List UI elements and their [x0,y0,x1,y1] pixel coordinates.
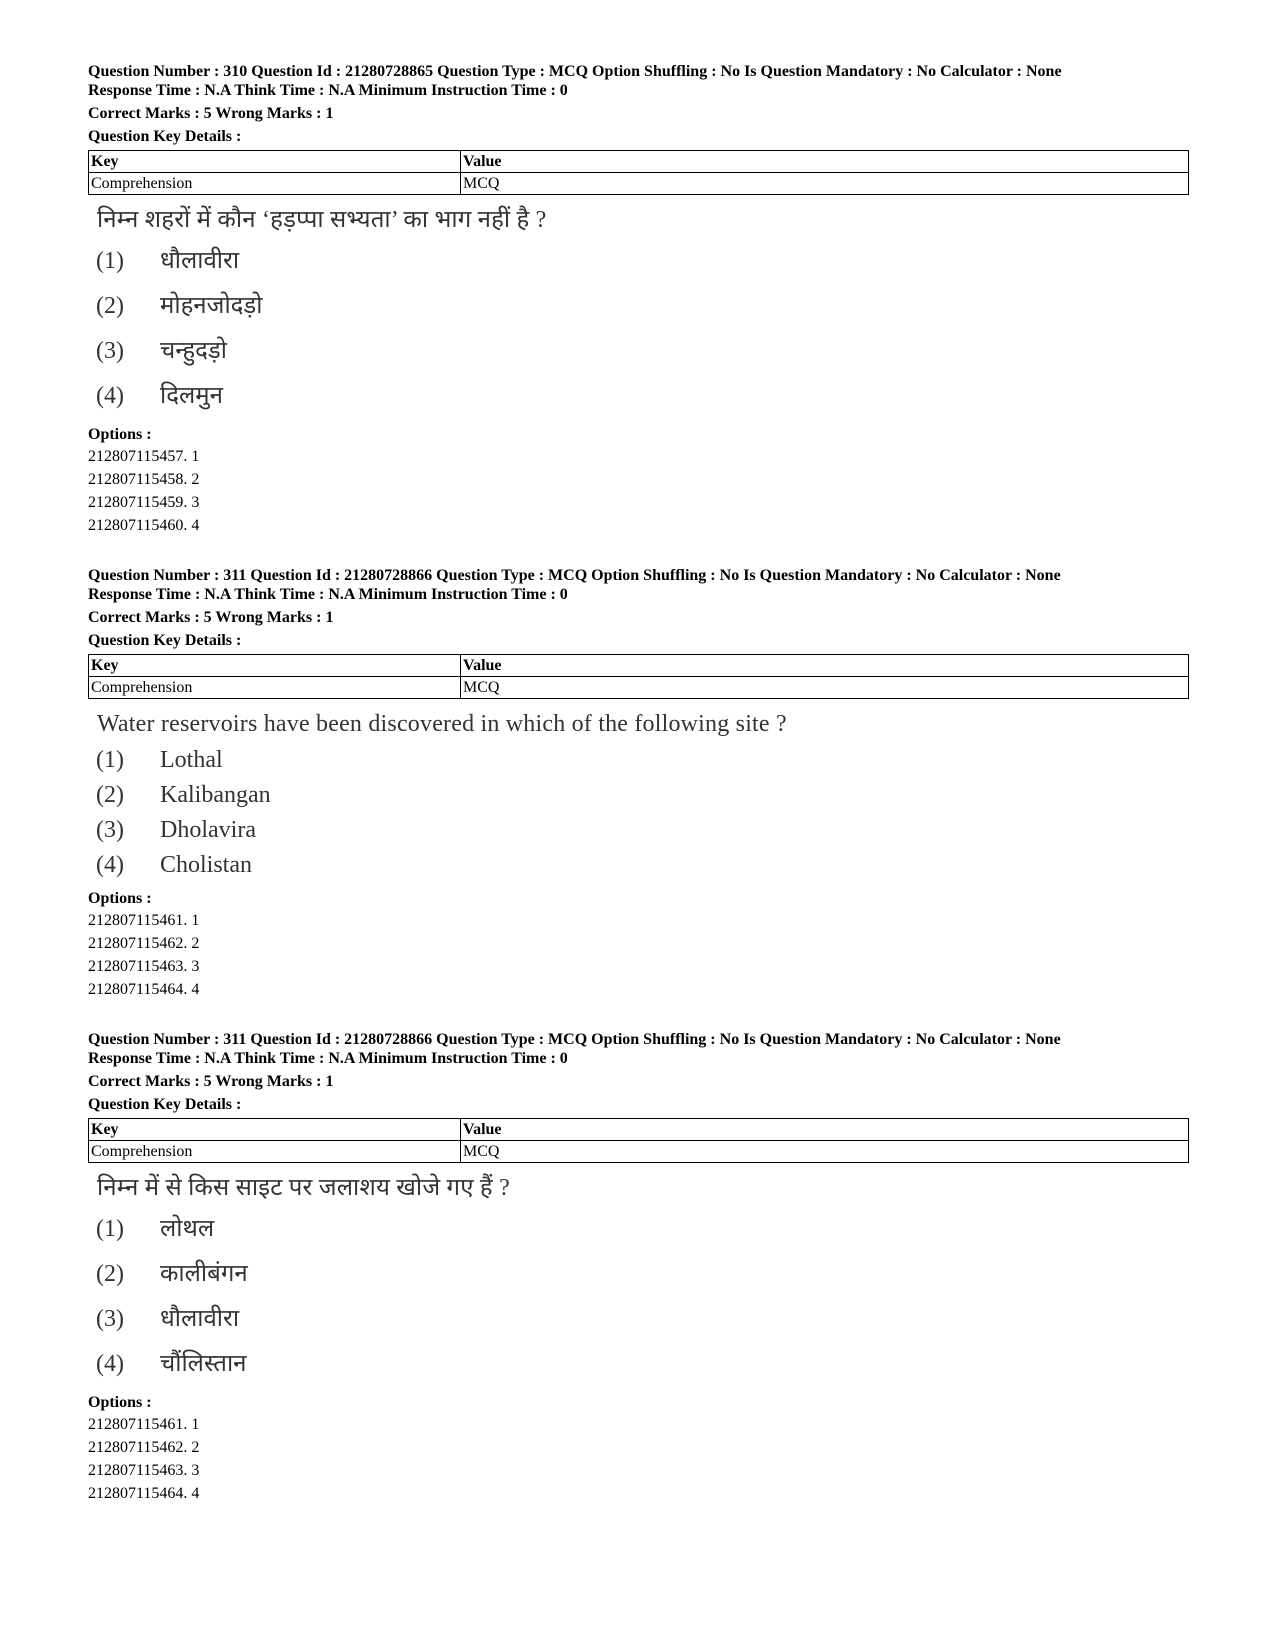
table-row [89,677,1189,699]
options-label: Options : [88,426,152,443]
option-id-row: 212807115463. 3 [88,1462,200,1479]
choice-item [88,1207,1188,1252]
key-value-table [88,654,1189,699]
option-id-row: 212807115464. 4 [88,981,200,998]
choice-item [88,1252,1188,1297]
choice-number: (3) [96,1306,124,1332]
choice-label: Kalibangan [160,782,271,808]
choice-number: (1) [96,248,124,274]
table-cell-value: MCQ [461,173,1189,195]
table-header-value: Value [461,151,1189,173]
key-value-table [88,150,1189,195]
table-header-value: Value [461,655,1189,677]
table-cell-key: Comprehension [89,1141,461,1163]
choice-item [88,743,1188,778]
choice-label: लोथल [160,1216,215,1242]
choice-item [88,813,1188,848]
choice-label: धौलावीरा [160,248,240,274]
choice-number: (2) [96,293,124,319]
option-id-row: 212807115461. 1 [88,912,200,929]
choice-label: दिलमुन [160,383,223,409]
key-details-label: Question Key Details : [88,1096,242,1113]
option-id-row: 212807115463. 3 [88,958,200,975]
question-header-line1: Question Number : 311 Question Id : 21280728866 Question Type : MCQ Option Shuffling : No Is Question Mandatory : No Calculator : None [88,1031,1061,1048]
table-header-row [89,655,1189,677]
question-text: निम्न में से किस साइट पर जलाशय खोजे गए हैं ? [97,1175,510,1201]
option-id-row: 212807115457. 1 [88,448,200,465]
question-header-line2: Response Time : N.A Think Time : N.A Minimum Instruction Time : 0 [88,82,568,99]
question-image [88,1173,1188,1387]
question-block [88,566,1188,1001]
choice-label: चन्हुदड़ो [160,338,227,364]
choice-number: (1) [96,1216,124,1242]
table-cell-key: Comprehension [89,677,461,699]
table-cell-key: Comprehension [89,173,461,195]
choice-item [88,1342,1188,1387]
choice-item [88,374,1188,419]
marks-line: Correct Marks : 5 Wrong Marks : 1 [88,609,334,626]
choice-number: (4) [96,852,124,878]
table-header-row [89,151,1189,173]
option-id-row: 212807115462. 2 [88,935,200,952]
marks-line: Correct Marks : 5 Wrong Marks : 1 [88,105,334,122]
choice-label: Cholistan [160,852,253,878]
option-id-row: 212807115458. 2 [88,471,200,488]
choice-number: (3) [96,817,124,843]
choice-number: (2) [96,1261,124,1287]
choice-number: (2) [96,782,124,808]
options-label: Options : [88,1394,152,1411]
question-image [88,709,1188,883]
key-details-label: Question Key Details : [88,128,242,145]
table-header-key: Key [89,1119,461,1141]
choice-item [88,329,1188,374]
choice-label: धौलावीरा [160,1306,240,1332]
table-row [89,173,1189,195]
choice-number: (3) [96,338,124,364]
question-header-line2: Response Time : N.A Think Time : N.A Minimum Instruction Time : 0 [88,1050,568,1067]
choice-item [88,848,1188,883]
choice-item [88,1297,1188,1342]
choice-label: Dholavira [160,817,256,843]
marks-line: Correct Marks : 5 Wrong Marks : 1 [88,1073,334,1090]
choice-item [88,778,1188,813]
choice-item [88,239,1188,284]
key-details-label: Question Key Details : [88,632,242,649]
table-header-value: Value [461,1119,1189,1141]
choice-number: (4) [96,1351,124,1377]
question-image [88,205,1188,419]
option-id-row: 212807115464. 4 [88,1485,200,1502]
table-header-row [89,1119,1189,1141]
question-block [88,1030,1188,1505]
table-cell-value: MCQ [461,1141,1189,1163]
choice-number: (1) [96,747,124,773]
option-id-row: 212807115462. 2 [88,1439,200,1456]
table-header-key: Key [89,151,461,173]
key-value-table [88,1118,1189,1163]
question-text: निम्न शहरों में कौन ‘हड़प्पा सभ्यता’ का भाग नहीं है ? [97,207,547,233]
question-text: Water reservoirs have been discovered in which of the following site ? [97,711,787,737]
options-label: Options : [88,890,152,907]
question-block [88,62,1188,537]
choice-label: कालीबंगन [160,1261,248,1287]
question-header-line1: Question Number : 310 Question Id : 21280728865 Question Type : MCQ Option Shuffling : No Is Question Mandatory : No Calculator : None [88,63,1062,80]
table-header-key: Key [89,655,461,677]
option-id-row: 212807115459. 3 [88,494,200,511]
choice-label: मोहनजोदड़ो [160,293,263,319]
choice-label: Lothal [160,747,223,773]
choice-item [88,284,1188,329]
table-cell-value: MCQ [461,677,1189,699]
option-id-row: 212807115461. 1 [88,1416,200,1433]
question-header-line1: Question Number : 311 Question Id : 21280728866 Question Type : MCQ Option Shuffling : No Is Question Mandatory : No Calculator : None [88,567,1061,584]
choice-number: (4) [96,383,124,409]
table-row [89,1141,1189,1163]
choice-label: चौंलिस्तान [160,1351,247,1377]
option-id-row: 212807115460. 4 [88,517,200,534]
question-header-line2: Response Time : N.A Think Time : N.A Minimum Instruction Time : 0 [88,586,568,603]
